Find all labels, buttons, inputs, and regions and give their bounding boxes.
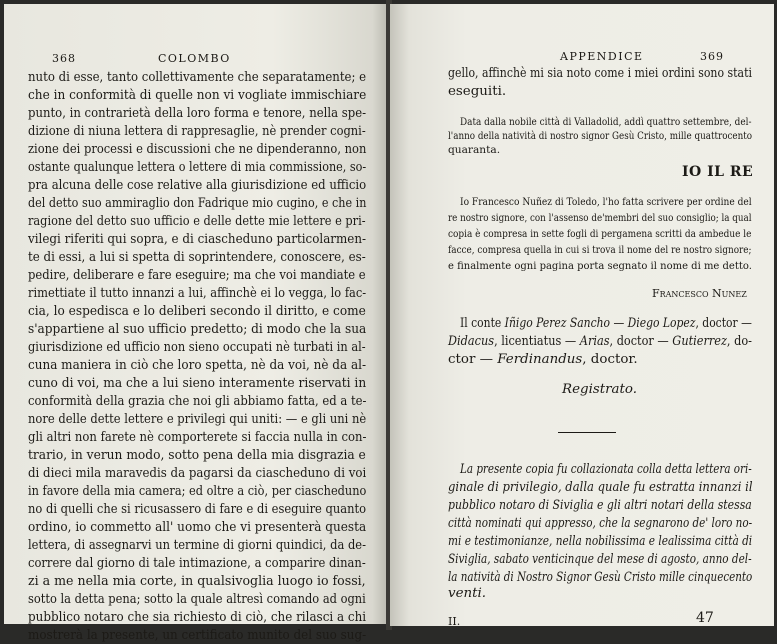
left-page-number: 368 [52, 52, 76, 65]
text-line: mi e testimonianze, nella nobilissima e lealissima città di [448, 534, 753, 549]
text-line: zi a me nella mia corte, in qualsivoglia luogo io fossi, [28, 574, 366, 589]
text-run: Il conte [460, 316, 505, 331]
signatories-line [448, 352, 638, 368]
scribe-signature: Francesco Nunez [652, 287, 747, 300]
text-line: lettera, di assegnarvi un termine di giorni quindici, da de- [28, 538, 366, 553]
text-line: rimettiate il tutto innanzi a lui, affinchè ei lo vegga, lo fac- [28, 286, 367, 301]
text-line: gello, affinchè mi sia noto come i miei ordini sono stati [448, 66, 752, 81]
text-line: ostante qualunque lettera o lettere di mia commissione, so- [28, 160, 367, 175]
text-line: giurisdizione ed ufficio non sieno occupati nè turbati in al- [28, 340, 366, 355]
text-line: ginale di privilegio, dalla quale fu estratta innanzi il [448, 480, 753, 495]
right-running-head: APPENDICE [560, 50, 644, 63]
right-page [390, 4, 774, 626]
text-line: dizione di niuna lettera di rappresaglie, nè prender cogni- [28, 124, 366, 139]
text-run: , doctor — [609, 334, 673, 349]
text-line: nuto di esse, tanto collettivamente che separatamente; e [28, 70, 367, 85]
text-line: Io Francesco Nuñez di Toledo, l'ho fatta scrivere per ordine del [460, 196, 752, 208]
right-page-number: 369 [700, 50, 724, 63]
text-line: Siviglia, sabato venticinque del mese di agosto, anno del- [448, 552, 752, 567]
signatory-name: Gutierrez [672, 334, 727, 349]
registered-note: Registrato. [562, 382, 637, 397]
text-line: quaranta. [448, 144, 501, 156]
text-line: in favore della mia camera; ed oltre a ciò, per ciascheduno [28, 484, 367, 499]
text-run: , doctor — [695, 316, 752, 331]
text-line: Data dalla nobile città di Valladolid, addì quattro settembre, del- [460, 116, 752, 128]
text-line: eseguiti. [448, 84, 507, 99]
text-line: conformità della grazia che noi gli abbiamo fatta, ed a te- [28, 394, 367, 409]
text-line: nore delle dette lettere e privilegi qui uniti: — e gli uni nè [28, 412, 367, 427]
text-line: e finalmente ogni pagina porta segnato il nome di me detto. [448, 260, 752, 272]
text-line: gli altri non farete nè comporterete si faccia nulla in con- [28, 430, 367, 445]
signature-mark: II. [448, 615, 461, 628]
signatory-name: Didacus [448, 334, 495, 349]
text-line: pra alcuna delle cose relative alla giurisdizione ed ufficio [28, 178, 367, 193]
text-line: la natività di Nostro Signor Gesù Cristo mille cinquecento [448, 570, 753, 585]
text-line: s'appartiene al suo ufficio predetto; di modo che la sua [28, 322, 367, 337]
signatories-line [448, 334, 752, 350]
text-line: l'anno della natività di nostro signor Gesù Cristo, mille quattrocento [448, 130, 753, 142]
left-page [4, 4, 388, 643]
text-line: trario, in verun modo, sotto pena della mia disgrazia e [28, 448, 366, 463]
text-line: correre dal giorno di tale intimazione, a comparire dinan- [28, 556, 366, 571]
text-line: copia è compresa in sette fogli di pergamena scritti da ambedue le [448, 228, 752, 240]
text-line: facce, compresa quella in cui si trova il nome del re nostro signore; [448, 244, 752, 256]
section-divider [558, 432, 616, 433]
text-line: pubblico notaro di Siviglia e gli altri notari della stessa [448, 498, 752, 513]
text-line: re nostro signore, con l'assenso de'membri del suo consiglio; la qual [448, 212, 752, 224]
text-line: che in conformità di quelle non vi vogliate immischiare [28, 88, 367, 103]
signatory-name: Arias [579, 334, 610, 349]
text-run: , doctor. [582, 352, 638, 367]
text-line: pedire, deliberare e fare eseguire; ma che voi mandiate e [28, 268, 366, 283]
text-line: pubblico notaro che sia richiesto di ciò, che rilasci a chi [28, 610, 367, 625]
text-line: vilegi riferiti qui sopra, e di ciascheduno particolarmen- [28, 232, 367, 247]
text-line: cuna maniera in ciò che loro spetta, nè da voi, nè da al- [28, 358, 367, 373]
text-line: no di quelli che si ricusassero di fare e di eseguire quanto [28, 502, 367, 517]
text-line: città nominati qui appresso, che la segnarono de' loro no- [448, 516, 753, 531]
signatory-name: Ferdinandus [497, 352, 583, 367]
text-line: zione dei processi e discussioni che ne dipenderanno, non [28, 142, 367, 157]
text-run: , licentiatus — [494, 334, 580, 349]
folio-number: 47 [696, 610, 714, 626]
text-line: del detto suo ammiraglio don Fadrique mio cugino, e che in [28, 196, 367, 211]
king-title: IO IL RE [682, 164, 754, 180]
text-line: cia, lo espedisca e lo deliberi secondo il diritto, e come [28, 304, 366, 319]
text-line: punto, in contrarietà della loro forma e tenore, nella spe- [28, 106, 367, 121]
signatory-name: Diego Lopez [627, 316, 696, 331]
text-run: , do- [726, 334, 752, 349]
text-line: venti. [448, 586, 487, 601]
text-run: ctor — [448, 352, 498, 367]
text-line: sotto la detta pena; sotto la quale altresì comando ad ogni [28, 592, 366, 607]
signatory-name: Iñigo Perez Sancho [504, 316, 611, 331]
text-line: ordino, io commetto all' uomo che vi presenterà questa [28, 520, 367, 535]
text-line: ragione del detto suo ufficio e delle dette mie lettere e pri- [28, 214, 366, 229]
text-line: mostrerà la presente, un certificato munito del suo sug- [28, 628, 367, 643]
text-run: — [610, 316, 628, 331]
text-line: cuno di voi, ma che a lui sieno interamente riservati in [28, 376, 367, 391]
text-line: La presente copia fu collazionata colla detta lettera ori- [460, 462, 752, 477]
text-line: di dieci mila maravedis da pagarsi da ciascheduno di voi [28, 466, 367, 481]
text-line: te di essi, a lui si spetta di soprintendere, conoscere, es- [28, 250, 366, 265]
signatories-line [460, 316, 752, 332]
left-running-head: COLOMBO [158, 52, 231, 65]
